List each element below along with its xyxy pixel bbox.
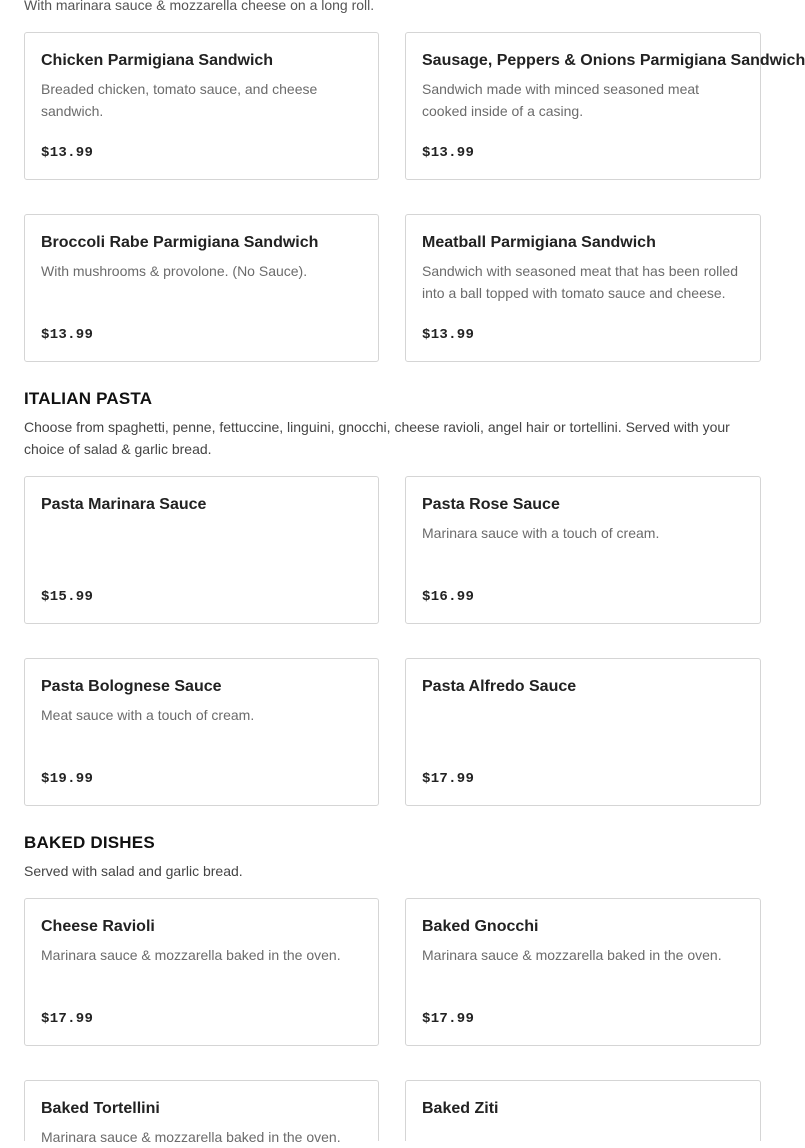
menu-item-card[interactable]	[24, 1080, 379, 1145]
item-price: $17.99	[422, 1011, 475, 1027]
item-description: Sandwich made with minced seasoned meat cooked inside of a casing.	[422, 81, 700, 119]
menu-item-card[interactable]	[24, 898, 379, 1046]
item-price: $17.99	[41, 1011, 94, 1027]
item-description: Marinara sauce & mozzarella baked in the oven.	[41, 947, 341, 963]
item-description: Meat sauce with a touch of cream.	[41, 707, 255, 723]
section-title: BAKED DISHES	[24, 833, 155, 852]
item-price: $19.99	[41, 771, 94, 787]
menu-item-card[interactable]	[405, 898, 761, 1046]
item-name: Pasta Marinara Sauce	[41, 496, 207, 513]
item-description: Marinara sauce & mozzarella baked in the oven.	[41, 1129, 341, 1145]
item-price: $13.99	[422, 327, 475, 343]
menu-item-card[interactable]	[405, 1080, 761, 1141]
item-price: $17.99	[422, 771, 475, 787]
item-name: Pasta Bolognese Sauce	[41, 678, 222, 695]
item-name: Cheese Ravioli	[41, 918, 155, 935]
menu-item-card[interactable]	[24, 32, 379, 180]
item-name: Meatball Parmigiana Sandwich	[422, 234, 656, 251]
item-description: Marinara sauce & mozzarella baked in the oven.	[422, 947, 722, 963]
item-description: Breaded chicken, tomato sauce, and cheese sandwich.	[41, 81, 318, 119]
section-description: Served with salad and garlic bread.	[24, 863, 243, 879]
menu-item-card[interactable]	[24, 658, 379, 806]
item-name: Pasta Rose Sauce	[422, 496, 560, 513]
section-intro: With marinara sauce & mozzarella cheese on a long roll.	[24, 0, 375, 13]
item-price: $15.99	[41, 589, 94, 605]
menu-item-card[interactable]	[405, 214, 761, 362]
item-name: Baked Tortellini	[41, 1100, 160, 1117]
menu-item-card[interactable]	[24, 476, 379, 624]
section-title: ITALIAN PASTA	[24, 389, 153, 408]
item-price: $13.99	[41, 145, 94, 161]
section-description: Choose from spaghetti, penne, fettuccine, linguini, gnocchi, cheese ravioli, angel hair or tortellini. Served with your choice of salad & garlic bread.	[24, 419, 730, 457]
menu-item-card[interactable]	[405, 658, 761, 806]
menu-item-card[interactable]	[405, 32, 805, 180]
item-description: With mushrooms & provolone. (No Sauce).	[41, 263, 308, 279]
item-price: $16.99	[422, 589, 475, 605]
item-price: $13.99	[422, 145, 475, 161]
menu-item-card[interactable]	[405, 476, 761, 624]
item-description: Marinara sauce with a touch of cream.	[422, 525, 660, 541]
item-name: Baked Gnocchi	[422, 918, 539, 935]
item-name: Baked Ziti	[422, 1100, 499, 1117]
item-price: $13.99	[41, 327, 94, 343]
menu-item-card[interactable]	[24, 214, 379, 362]
item-name: Sausage, Peppers & Onions Parmigiana Sandwich	[422, 52, 805, 69]
item-name: Chicken Parmigiana Sandwich	[41, 52, 274, 69]
item-name: Broccoli Rabe Parmigiana Sandwich	[41, 234, 319, 251]
item-name: Pasta Alfredo Sauce	[422, 678, 577, 695]
item-description: Sandwich with seasoned meat that has been rolled into a ball topped with tomato sauce and cheese.	[422, 263, 738, 301]
